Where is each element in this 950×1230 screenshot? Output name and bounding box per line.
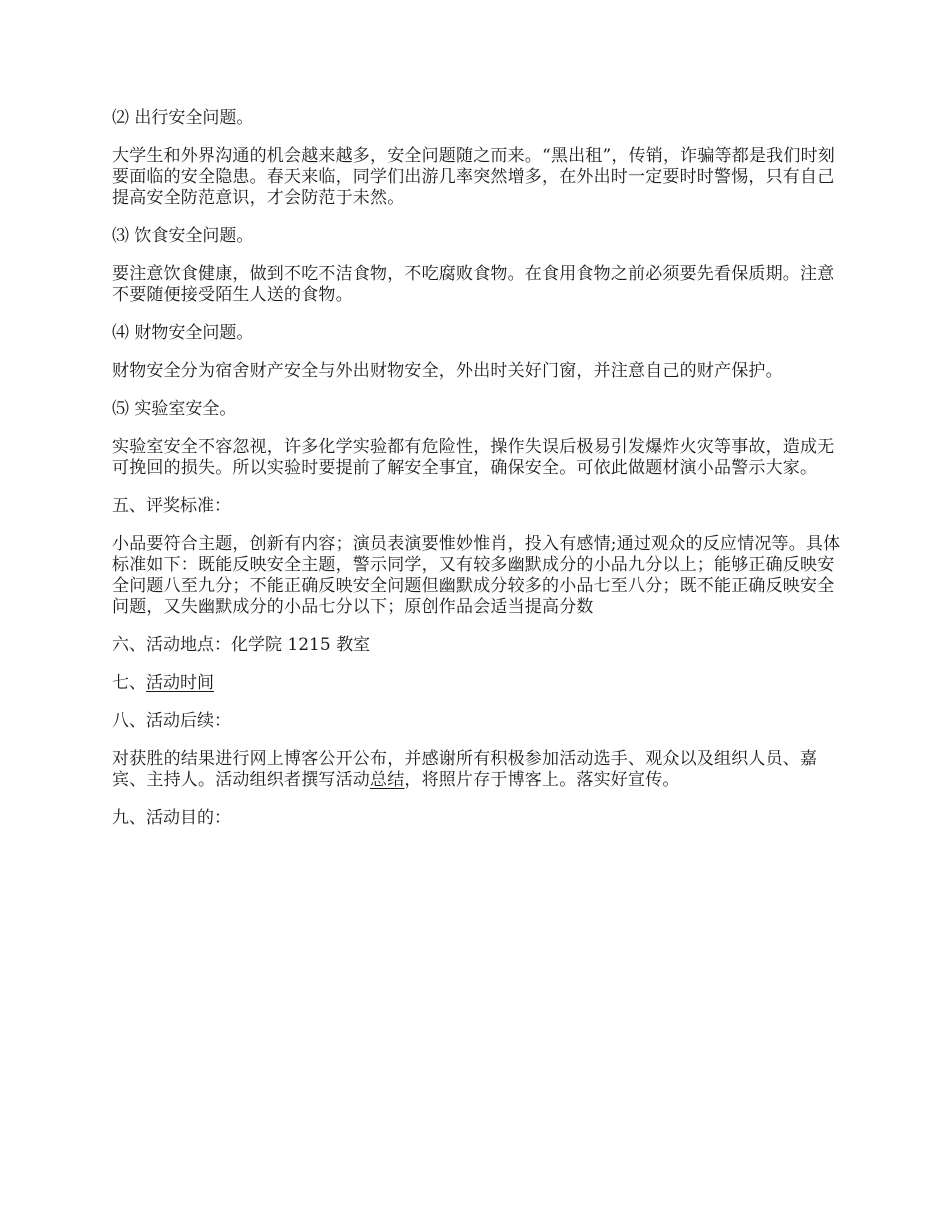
section-5-body: 实验室安全不容忽视，许多化学实验都有危险性，操作失误后极易引发爆炸火灾等事故，造成无可挽回的损失。所以实验时要提前了解安全事宜，确保安全。可依此做题材演小品警示大家。 [112, 437, 835, 478]
document-page [112, 108, 842, 846]
section-2-heading: ⑵ 出行安全问题。 [112, 108, 254, 128]
award-criteria-body: 小品要符合主题，创新有内容；演员表演要惟妙惟肖，投入有感情;通过观众的反应情况等。具体标准如下：既能反映安全主题，警示同学，又有较多幽默成分的小品九分以上；能够正确反映安全问题八至九分；不能正确反映安全问题但幽默成分较多的小品七至八分；既不能正确反映安全问题，又失幽默成分的小品七分以下；原创作品会适当提高分数 [112, 534, 841, 617]
activity-time-prefix: 七、 [112, 673, 146, 693]
activity-time-line [112, 673, 842, 694]
follow-up-text-a: 对获胜的结果进行网上博客公开公布，并感谢所有积极参加活动选手、观众以及组织人员、嘉宾、主持人。活动组织者撰写活动 [112, 749, 818, 790]
section-4-heading: ⑷ 财物安全问题。 [112, 323, 254, 343]
follow-up-body [112, 749, 842, 791]
activity-purpose-heading: 九、活动目的： [112, 808, 231, 828]
section-3-heading: ⑶ 饮食安全问题。 [112, 226, 254, 246]
activity-location-line: 六、活动地点：化学院 1215 教室 [112, 635, 371, 655]
activity-time-link[interactable]: 活动时间 [146, 673, 214, 693]
follow-up-heading: 八、活动后续： [112, 711, 231, 731]
summary-link[interactable]: 总结 [370, 770, 405, 790]
section-5-heading: ⑸ 实验室安全。 [112, 399, 237, 419]
section-4-body: 财物安全分为宿舍财产安全与外出财物安全，外出时关好门窗，并注意自己的财产保护。 [112, 361, 783, 381]
section-3-body: 要注意饮食健康，做到不吃不洁食物，不吃腐败食物。在食用食物之前必须要先看保质期。注意不要随便接受陌生人送的食物。 [112, 264, 835, 305]
section-2-body: 大学生和外界沟通的机会越来越多，安全问题随之而来。“黑出租”，传销，诈骗等都是我们时刻要面临的安全隐患。春天来临，同学们出游几率突然增多，在外出时一定要时时警惕，只有自己提高安全防范意识，才会防范于未然。 [112, 146, 835, 208]
follow-up-text-b: ，将照片存于博客上。落实好宣传。 [404, 770, 680, 790]
award-criteria-heading: 五、评奖标准： [112, 496, 231, 516]
